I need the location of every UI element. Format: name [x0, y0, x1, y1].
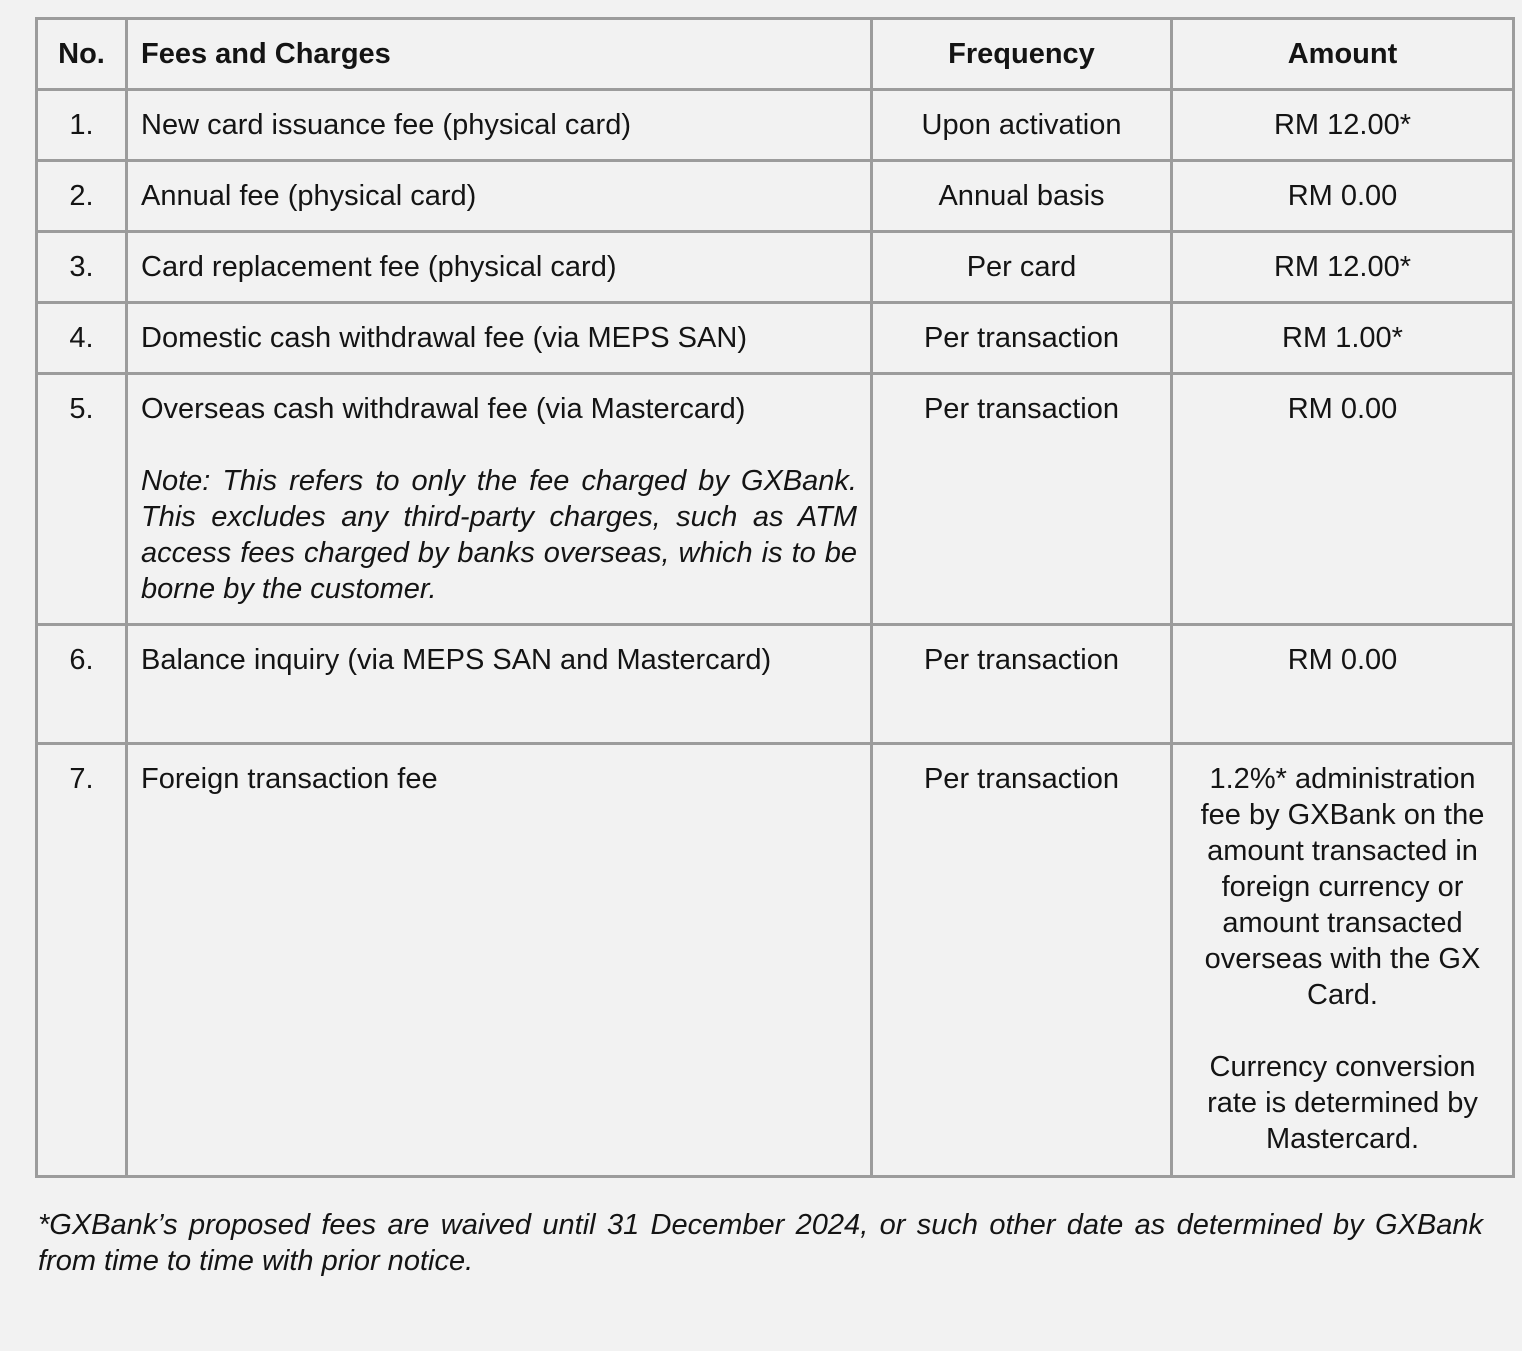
amount-spacer — [1173, 1013, 1512, 1049]
row-frequency: Annual basis — [872, 161, 1172, 232]
table-header-row — [37, 19, 1514, 90]
row-fee-cell — [127, 374, 872, 625]
row-frequency: Per transaction — [872, 374, 1172, 625]
row-amount: 1.2%* administration fee by GXBank on the amount transacted in foreign currency or amount transacted overseas with the GX Card. — [1200, 763, 1485, 1011]
header-fees-and-charges: Fees and Charges — [127, 19, 872, 90]
row-fee: Domestic cash withdrawal fee (via MEPS SAN) — [127, 303, 872, 374]
row-number: 7. — [37, 744, 127, 1177]
row-fee: Annual fee (physical card) — [127, 161, 872, 232]
row-number: 3. — [37, 232, 127, 303]
table-row — [37, 303, 1514, 374]
table-row — [37, 374, 1514, 625]
row-number: 2. — [37, 161, 127, 232]
row-number: 1. — [37, 90, 127, 161]
fees-table — [35, 17, 1515, 1178]
row-number: 6. — [37, 625, 127, 744]
row-frequency: Per card — [872, 232, 1172, 303]
table-row — [37, 744, 1514, 1177]
row-amount: RM 0.00 — [1172, 625, 1514, 744]
header-frequency: Frequency — [872, 19, 1172, 90]
row-fee: Balance inquiry (via MEPS SAN and Mastercard) — [127, 625, 872, 744]
table-row — [37, 90, 1514, 161]
row-amount: RM 0.00 — [1172, 374, 1514, 625]
row-amount: RM 12.00* — [1172, 90, 1514, 161]
row-amount-extra: Currency conversion rate is determined by Mastercard. — [1207, 1051, 1478, 1155]
row-amount: RM 12.00* — [1172, 232, 1514, 303]
row-number: 5. — [37, 374, 127, 625]
table-row — [37, 232, 1514, 303]
row-frequency: Per transaction — [872, 303, 1172, 374]
row-frequency: Per transaction — [872, 625, 1172, 744]
row-frequency: Upon activation — [872, 90, 1172, 161]
header-amount: Amount — [1172, 19, 1514, 90]
row-fee: Foreign transaction fee — [127, 744, 872, 1177]
row-amount: RM 1.00* — [1172, 303, 1514, 374]
row-frequency: Per transaction — [872, 744, 1172, 1177]
row-amount: RM 0.00 — [1172, 161, 1514, 232]
row-fee: Overseas cash withdrawal fee (via Mastercard) — [141, 393, 746, 425]
row-fee: New card issuance fee (physical card) — [127, 90, 872, 161]
header-no: No. — [37, 19, 127, 90]
row-fee: Card replacement fee (physical card) — [127, 232, 872, 303]
table-row — [37, 161, 1514, 232]
row-amount-cell — [1172, 744, 1514, 1177]
footnote: *GXBank’s proposed fees are waived until 31 December 2024, or such other date as determined by GXBank from time to time with prior notice. — [38, 1209, 1483, 1277]
row-note: Note: This refers to only the fee charged by GXBank. This excludes any third-party charges, such as ATM access fees charged by banks overseas, which is to be borne by the customer. — [141, 465, 857, 605]
row-number: 4. — [37, 303, 127, 374]
table-row — [37, 625, 1514, 744]
